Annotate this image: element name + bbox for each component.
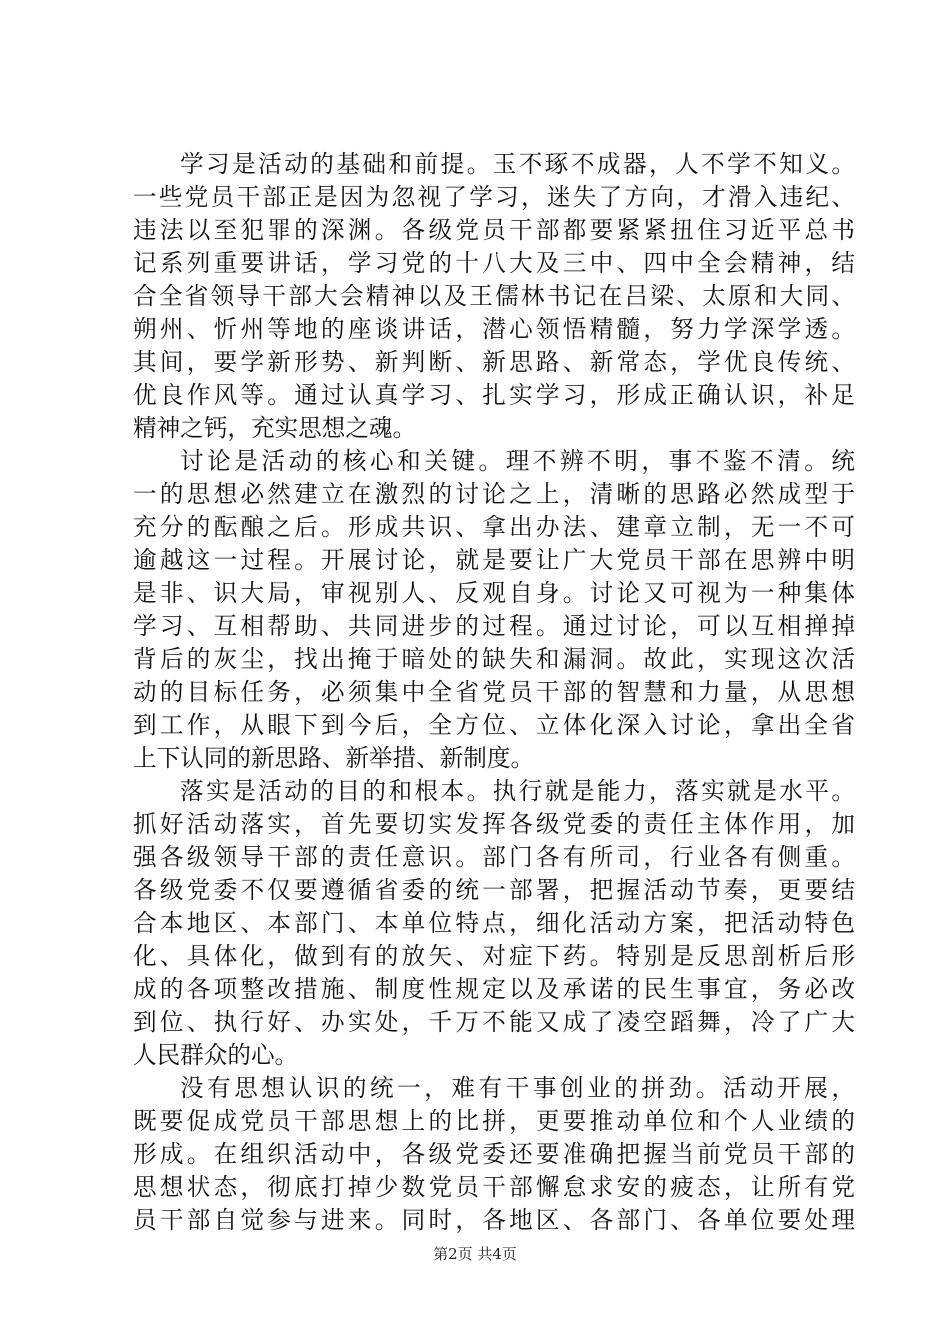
text-line: 上下认同的新思路、新举措、新制度。 — [133, 744, 535, 772]
text-line: 动的目标任务，必须集中全省党员干部的智慧和力量，从思想 — [133, 678, 855, 706]
text-line: 是非、识大局，审视别人、反观自身。讨论又可视为一种集体 — [133, 579, 855, 607]
paragraph-unity — [133, 1072, 855, 1237]
text-line: 其间，要学新形势、新判断、新思路、新常态，学优良传统、 — [133, 348, 855, 376]
paragraph-study — [133, 148, 855, 445]
text-line: 学习、互相帮助、共同进步的过程。通过讨论，可以互相掸掉 — [133, 612, 855, 640]
text-line: 违法以至犯罪的深渊。各级党员干部都要紧紧扭住习近平总书 — [133, 216, 855, 244]
text-line: 优良作风等。通过认真学习、扎实学习，形成正确认识，补足 — [133, 381, 855, 409]
text-line: 逾越这一过程。开展讨论，就是要让广大党员干部在思辨中明 — [133, 546, 855, 574]
text-line: 精神之钙，充实思想之魂。 — [133, 414, 417, 442]
text-line: 思想状态，彻底打掉少数党员干部懈怠求安的疲态，让所有党 — [133, 1173, 855, 1201]
page-number-label: 第2页 共4页 — [433, 1245, 517, 1263]
text-line: 充分的酝酿之后。形成共识、拿出办法、建章立制，无一不可 — [133, 513, 855, 541]
text-line: 学习是活动的基础和前提。玉不琢不成器，人不学不知义。 — [180, 150, 855, 178]
text-line: 形成。在组织活动中，各级党委还要准确把握当前党员干部的 — [133, 1140, 855, 1168]
text-line: 朔州、忻州等地的座谈讲话，潜心领悟精髓，努力学深学透。 — [133, 315, 855, 343]
text-line: 没有思想认识的统一，难有干事创业的拼劲。活动开展， — [180, 1074, 855, 1102]
text-line: 一的思想必然建立在激烈的讨论之上，清晰的思路必然成型于 — [133, 480, 855, 508]
text-line: 记系列重要讲话，学习党的十八大及三中、四中全会精神，结 — [133, 249, 855, 277]
page-footer — [0, 1243, 950, 1264]
text-line: 人民群众的心。 — [133, 1041, 299, 1069]
text-line: 讨论是活动的核心和关键。理不辨不明，事不鉴不清。统 — [180, 447, 855, 475]
paragraph-implementation — [133, 775, 855, 1072]
document-body — [133, 148, 855, 1237]
text-line: 员干部自觉参与进来。同时，各地区、各部门、各单位要处理 — [133, 1206, 855, 1234]
text-line: 合本地区、本部门、本单位特点，细化活动方案，把活动特色 — [133, 909, 855, 937]
text-line: 强各级领导干部的责任意识。部门各有所司，行业各有侧重。 — [133, 843, 855, 871]
text-line: 各级党委不仅要遵循省委的统一部署，把握活动节奏，更要结 — [133, 876, 855, 904]
text-line: 既要促成党员干部思想上的比拼，更要推动单位和个人业绩的 — [133, 1107, 855, 1135]
text-line: 抓好活动落实，首先要切实发挥各级党委的责任主体作用，加 — [133, 810, 855, 838]
text-line: 合全省领导干部大会精神以及王儒林书记在吕梁、太原和大同、 — [133, 282, 855, 310]
paragraph-discussion — [133, 445, 855, 775]
text-line: 成的各项整改措施、制度性规定以及承诺的民生事宜，务必改 — [133, 975, 855, 1003]
text-line: 背后的灰尘，找出掩于暗处的缺失和漏洞。故此，实现这次活 — [133, 645, 855, 673]
text-line: 到位、执行好、办实处，千万不能又成了凌空蹈舞，冷了广大 — [133, 1008, 855, 1036]
text-line: 到工作，从眼下到今后，全方位、立体化深入讨论，拿出全省 — [133, 711, 855, 739]
text-line: 一些党员干部正是因为忽视了学习，迷失了方向，才滑入违纪、 — [133, 183, 855, 211]
text-line: 落实是活动的目的和根本。执行就是能力，落实就是水平。 — [180, 777, 855, 805]
text-line: 化、具体化，做到有的放矢、对症下药。特别是反思剖析后形 — [133, 942, 855, 970]
